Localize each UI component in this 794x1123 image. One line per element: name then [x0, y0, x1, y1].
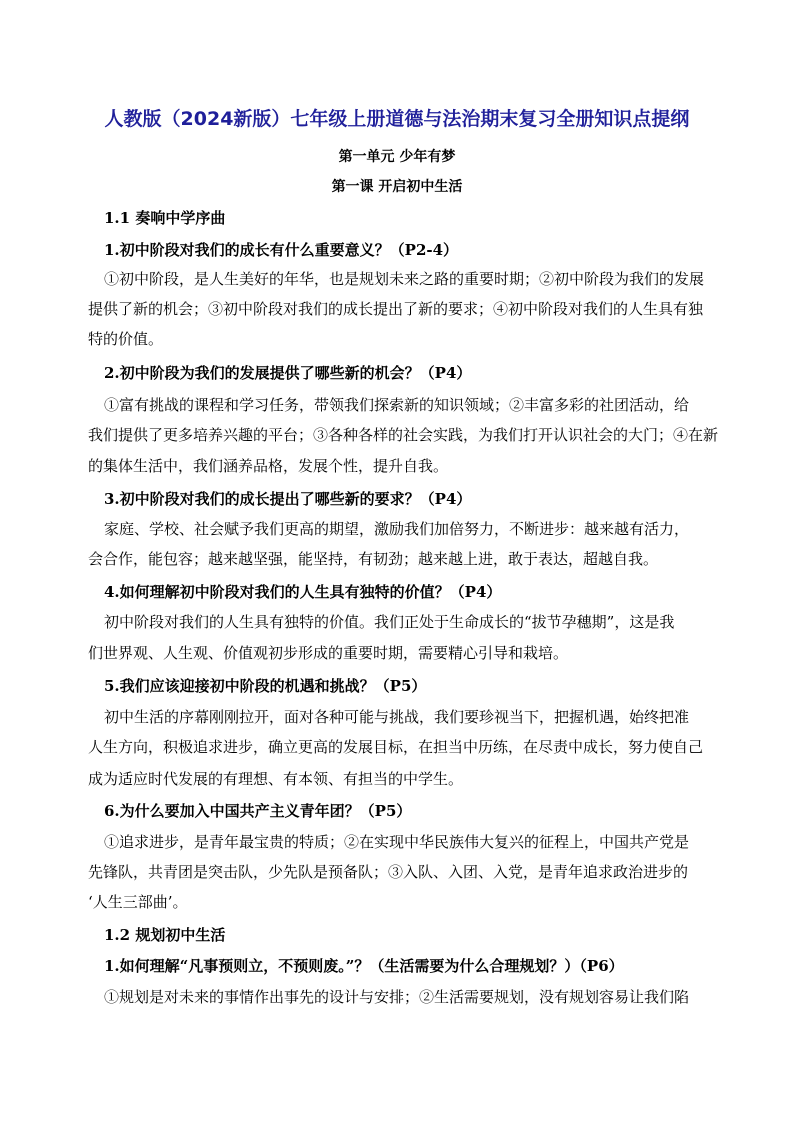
question: 4.如何理解初中阶段对我们的人生具有独特的价值？（P4）	[104, 583, 502, 601]
question: 1.初中阶段对我们的成长有什么重要意义？（P2-4）	[104, 241, 459, 259]
answer-line: 们世界观、人生观、价值观初步形成的重要时期，需要精心引导和栽培。	[88, 644, 569, 662]
question: 3.初中阶段对我们的成长提出了哪些新的要求？（P4）	[104, 490, 472, 508]
answer-line: 特的价值。	[88, 330, 164, 348]
question: 2.初中阶段为我们的发展提供了哪些新的机会？（P4）	[104, 364, 472, 382]
answer-line: 成为适应时代发展的有理想、有本领、有担当的中学生。	[88, 770, 464, 788]
answer-line: 先锋队，共青团是突击队，少先队是预备队；③入队、入团、入党，是青年追求政治进步的	[88, 863, 689, 881]
answer-line: 家庭、学校、社会赋予我们更高的期望，激励我们加倍努力，不断进步：越来越有活力，	[104, 520, 690, 538]
document-title: 人教版（2024新版）七年级上册道德与法治期末复习全册知识点提纲	[104, 108, 690, 130]
lesson-heading: 第一课 开启初中生活	[331, 179, 463, 195]
answer-line: 我们提供了更多培养兴趣的平台；③各种各样的社会实践，为我们打开认识社会的大门；④在新	[88, 426, 719, 444]
answer-line: 初中阶段对我们的人生具有独特的价值。我们正处于生命成长的“拔节孕穗期”，这是我	[104, 613, 675, 631]
answer-line: 的集体生活中，我们涵养品格，发展个性，提升自我。	[88, 457, 449, 475]
answer-line: ‘人生三部曲’。	[88, 893, 188, 911]
section-heading: 1.2 规划初中生活	[104, 926, 226, 944]
answer-line: ①规划是对未来的事情作出事先的设计与安排；②生活需要规划，没有规划容易让我们陷	[104, 988, 690, 1006]
question: 1.如何理解“凡事预则立，不预则废。”？（生活需要为什么合理规划？）（P6）	[104, 957, 624, 975]
unit-heading: 第一单元 少年有梦	[338, 149, 456, 165]
answer-line: 提供了新的机会；③初中阶段对我们的成长提出了新的要求；④初中阶段对我们的人生具有独	[88, 300, 704, 318]
answer-line: ①富有挑战的课程和学习任务，带领我们探索新的知识领域；②丰富多彩的社团活动，给	[104, 396, 690, 414]
question: 6.为什么要加入中国共产主义青年团？（P5）	[104, 802, 412, 820]
question: 5.我们应该迎接初中阶段的机遇和挑战？（P5）	[104, 677, 427, 695]
section-heading: 1.1 奏响中学序曲	[104, 209, 226, 227]
answer-line: 初中生活的序幕刚刚拉开，面对各种可能与挑战，我们要珍视当下，把握机遇，始终把准	[104, 708, 690, 726]
answer-line: 人生方向，积极追求进步，确立更高的发展目标，在担当中历练，在尽责中成长，努力使自己	[88, 738, 704, 756]
answer-line: ①初中阶段，是人生美好的年华，也是规划未来之路的重要时期；②初中阶段为我们的发展	[104, 270, 705, 288]
answer-line: ①追求进步，是青年最宝贵的特质；②在实现中华民族伟大复兴的征程上，中国共产党是	[104, 833, 690, 851]
answer-line: 会合作，能包容；越来越坚强，能坚持，有韧劲；越来越上进，敢于表达，超越自我。	[88, 550, 659, 568]
